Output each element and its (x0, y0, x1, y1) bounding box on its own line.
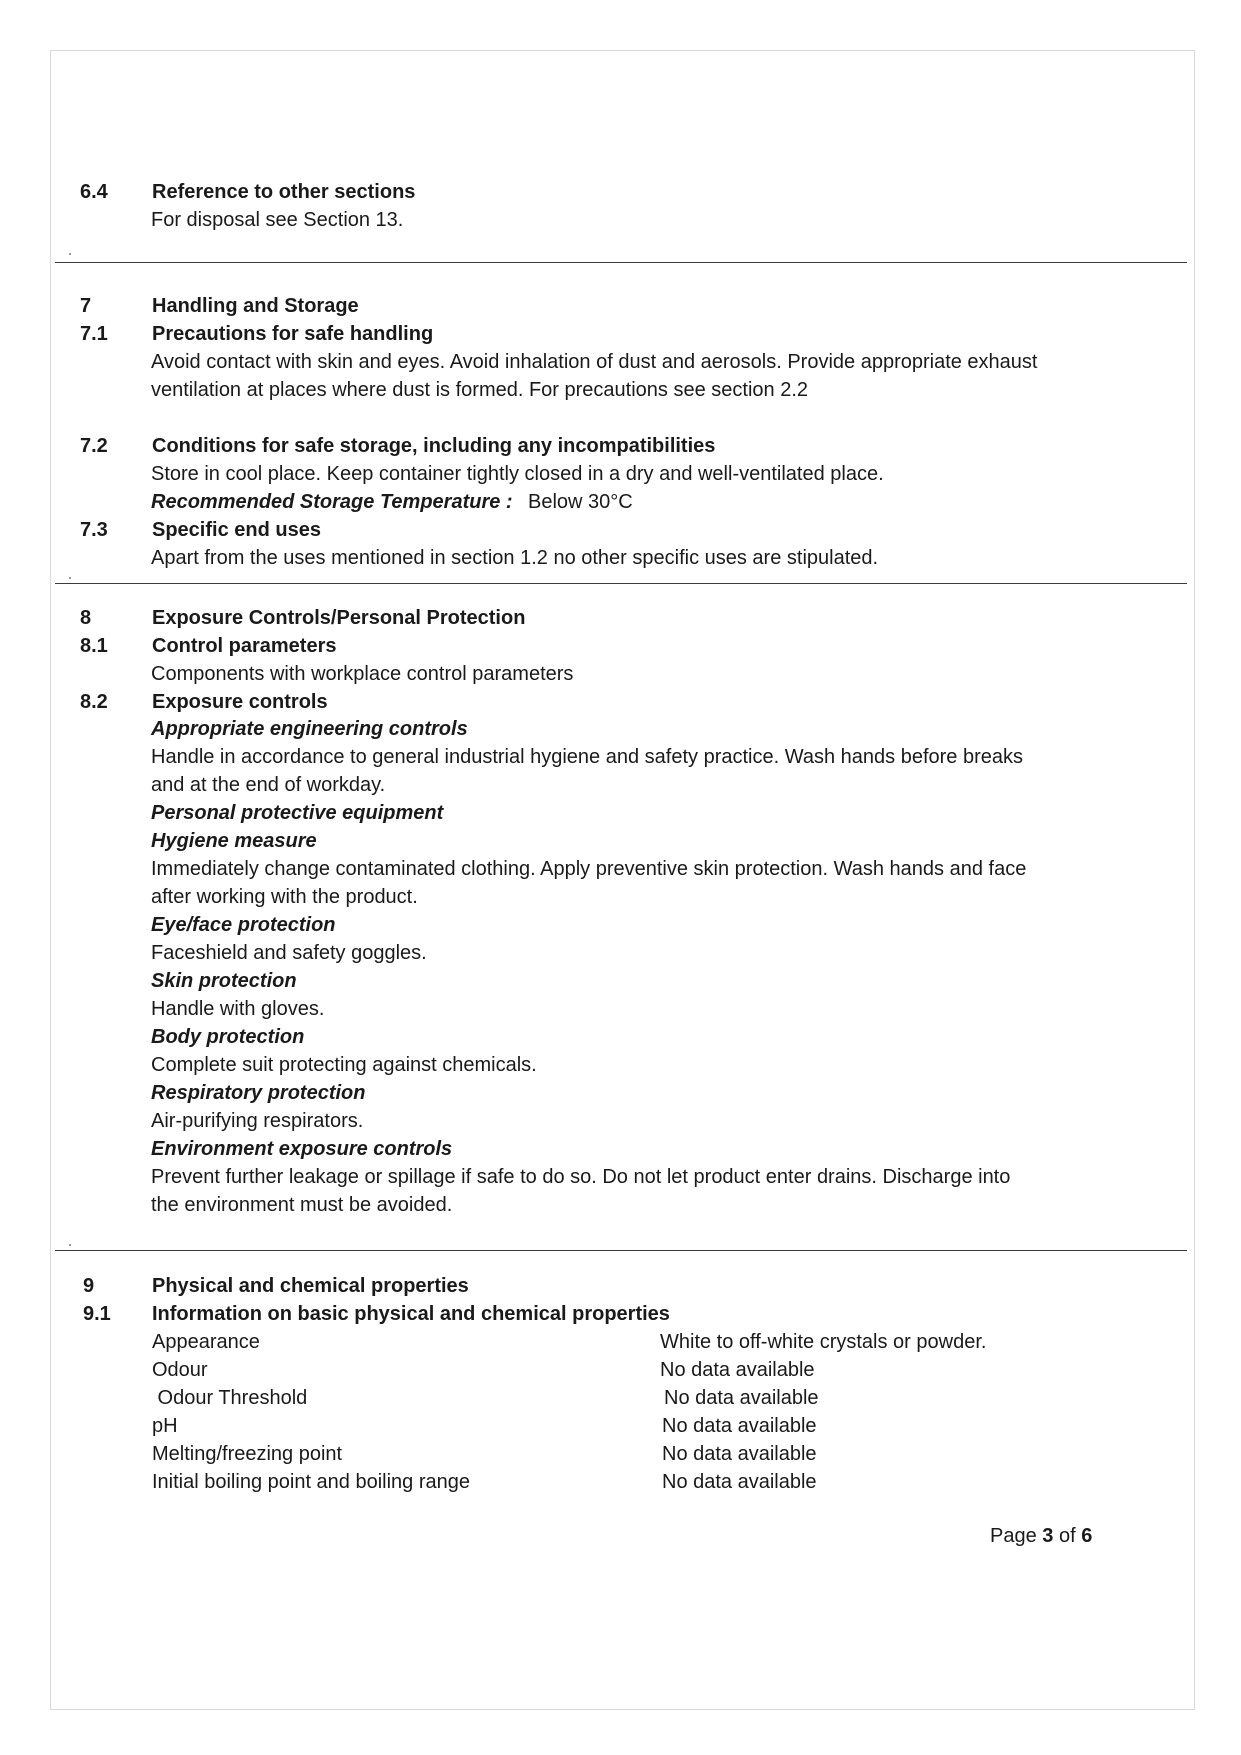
section-8-number: 8 (80, 607, 92, 629)
margin-mark (69, 253, 71, 255)
section-7-1-text-line-1: Avoid contact with skin and eyes. Avoid inhalation of dust and aerosols. Provide appropriate exhaust (151, 351, 1038, 373)
section-8-title: Exposure Controls/Personal Protection (152, 607, 526, 629)
section-7-2-number: 7.2 (80, 435, 108, 457)
body-protection-heading: Body protection (151, 1026, 305, 1048)
property-name: Initial boiling point and boiling range (152, 1471, 471, 1493)
section-8-2-number: 8.2 (80, 691, 108, 713)
margin-mark (69, 1244, 71, 1246)
section-7-3-title: Specific end uses (152, 519, 321, 541)
section-divider (55, 262, 1187, 263)
section-divider (55, 583, 1187, 584)
section-8-1-text: Components with workplace control parameters (151, 663, 574, 685)
section-8-2-title: Exposure controls (152, 691, 328, 713)
storage-temperature-label: Recommended Storage Temperature : (151, 491, 513, 513)
section-6-4-text: For disposal see Section 13. (151, 209, 404, 231)
property-value: No data available (662, 1471, 817, 1493)
section-7-1-text-line-2: ventilation at places where dust is formed. For precautions see section 2.2 (151, 379, 809, 401)
page-word: Page (990, 1525, 1037, 1547)
skin-protection-heading: Skin protection (151, 970, 297, 992)
section-8-1-number: 8.1 (80, 635, 108, 657)
section-6-4-number: 6.4 (80, 181, 108, 203)
section-9-1-number: 9.1 (83, 1303, 111, 1325)
engineering-controls-heading: Appropriate engineering controls (151, 718, 468, 740)
section-divider (55, 1250, 1187, 1251)
hygiene-text-line-2: after working with the product. (151, 886, 418, 908)
property-value: White to off-white crystals or powder. (660, 1331, 987, 1353)
property-value: No data available (660, 1359, 815, 1381)
property-name: Odour Threshold (152, 1387, 308, 1409)
section-9-1-title: Information on basic physical and chemical properties (152, 1303, 670, 1325)
page-number (990, 1522, 1092, 1550)
environment-controls-text-line-1: Prevent further leakage or spillage if safe to do so. Do not let product enter drains. Discharge into (151, 1166, 1011, 1188)
respiratory-protection-text: Air-purifying respirators. (151, 1110, 364, 1132)
respiratory-protection-heading: Respiratory protection (151, 1082, 366, 1104)
storage-temperature-value: Below 30°C (528, 491, 633, 513)
environment-controls-heading: Environment exposure controls (151, 1138, 453, 1160)
section-7-3-text: Apart from the uses mentioned in section 1.2 no other specific uses are stipulated. (151, 547, 879, 569)
engineering-controls-text-line-2: and at the end of workday. (151, 774, 386, 796)
hygiene-heading: Hygiene measure (151, 830, 317, 852)
section-9-number: 9 (83, 1275, 95, 1297)
section-7-1-title: Precautions for safe handling (152, 323, 434, 345)
environment-controls-text-line-2: the environment must be avoided. (151, 1194, 453, 1216)
eye-protection-text: Faceshield and safety goggles. (151, 942, 427, 964)
property-value: No data available (662, 1443, 817, 1465)
hygiene-text-line-1: Immediately change contaminated clothing. Apply preventive skin protection. Wash hands and face (151, 858, 1027, 880)
property-name: pH (152, 1415, 178, 1437)
of-word: of (1058, 1525, 1076, 1547)
property-name: Melting/freezing point (152, 1443, 343, 1465)
section-7-2-text: Store in cool place. Keep container tightly closed in a dry and well-ventilated place. (151, 463, 884, 485)
margin-mark (69, 577, 71, 579)
body-protection-text: Complete suit protecting against chemicals. (151, 1054, 537, 1076)
eye-protection-heading: Eye/face protection (151, 914, 336, 936)
section-7-2-title: Conditions for safe storage, including any incompatibilities (152, 435, 716, 457)
ppe-heading: Personal protective equipment (151, 802, 444, 824)
property-name: Appearance (152, 1331, 260, 1353)
section-6-4-title: Reference to other sections (152, 181, 416, 203)
skin-protection-text: Handle with gloves. (151, 998, 325, 1020)
property-name: Odour (152, 1359, 208, 1381)
property-value: No data available (664, 1387, 819, 1409)
section-7-3-number: 7.3 (80, 519, 108, 541)
page-total: 6 (1081, 1525, 1093, 1547)
section-7-number: 7 (80, 295, 92, 317)
property-value: No data available (662, 1415, 817, 1437)
section-7-title: Handling and Storage (152, 295, 359, 317)
engineering-controls-text-line-1: Handle in accordance to general industrial hygiene and safety practice. Wash hands before breaks (151, 746, 1024, 768)
section-9-title: Physical and chemical properties (152, 1275, 469, 1297)
section-7-1-number: 7.1 (80, 323, 108, 345)
section-8-1-title: Control parameters (152, 635, 337, 657)
page-current: 3 (1042, 1525, 1054, 1547)
